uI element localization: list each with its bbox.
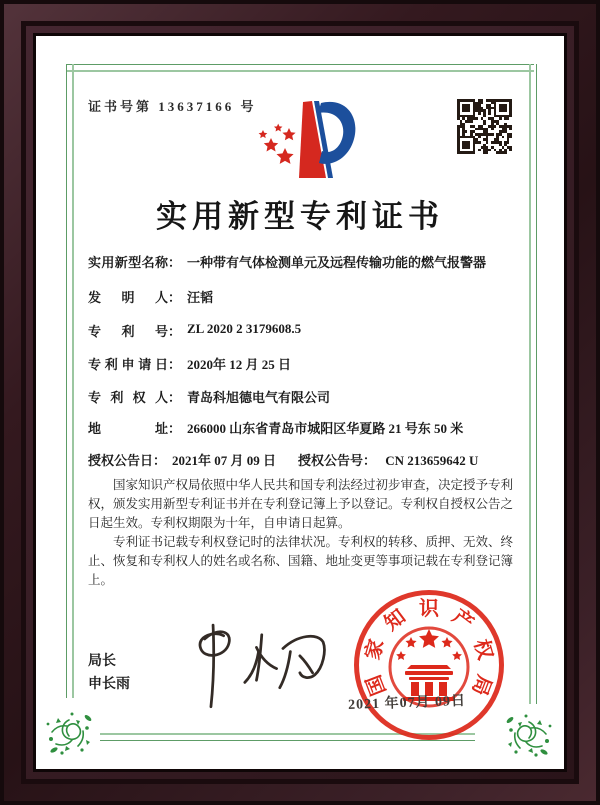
grant-number-label: 授权公告号 <box>298 453 364 468</box>
shen-changyu-signature-icon <box>168 622 328 712</box>
field-row-patent-number: 专利号 ： ZL 2020 2 3179608.5 <box>88 321 518 340</box>
field-row-inventor: 发明人 ： 汪韬 <box>88 287 518 306</box>
field-value: ZL 2020 2 3179608.5 <box>187 321 302 336</box>
border-top-line <box>66 64 534 72</box>
cnipa-logo-icon <box>243 90 359 186</box>
field-label: 实用新型名称 <box>88 255 168 270</box>
field-value: 266000 山东省青岛市城阳区华夏路 21 号东 50 米 <box>187 421 464 436</box>
field-row-name: 实用新型名称 ： 一种带有气体检测单元及远程传输功能的燃气报警器 <box>88 252 518 271</box>
field-row-patentee: 专利权人 ： 青岛科旭德电气有限公司 <box>88 387 518 406</box>
floral-ornament-icon <box>42 706 96 760</box>
border-left-line <box>66 64 74 698</box>
officer-block <box>88 649 130 695</box>
grant-date-label: 授权公告日 <box>88 453 154 468</box>
field-label: 地址 <box>88 421 168 436</box>
field-label: 专利权人 <box>88 390 168 405</box>
field-value: 青岛科旭德电气有限公司 <box>187 390 331 405</box>
legal-paragraph-1: 国家知识产权局依照中华人民共和国专利法经过初步审查，决定授予专利权，颁发实用新型专利证书并在专利登记簿上予以登记。专利权自授权公告之日起生效。专利权期限为十年，自申请日起算。 <box>88 478 514 530</box>
legal-paragraph-2: 专利证书记载专利权登记时的法律状况。专利权的转移、质押、无效、终止、恢复和专利权人的姓名或名称、国籍、地址变更等事项记载在专利登记簿上。 <box>88 535 514 587</box>
certificate-number: 证书号第 13637166 号 <box>88 99 257 114</box>
floral-ornament-icon <box>502 708 556 762</box>
field-value: 汪韬 <box>187 290 214 305</box>
grant-number-value: CN 213659642 U <box>385 453 479 468</box>
officer-title: 局长 <box>88 652 116 668</box>
qr-code-icon <box>457 99 512 154</box>
seal-date: 2021 年07月 09日 <box>347 693 467 713</box>
field-value: 2020年 12 月 25 日 <box>187 357 292 372</box>
grant-date-value: 2021年 07 月 09 日 <box>172 453 277 468</box>
certificate-title: 实用新型专利证书 <box>156 199 444 234</box>
officer-name: 申长雨 <box>88 675 130 691</box>
border-right-line <box>529 64 537 704</box>
field-value: 一种带有气体检测单元及远程传输功能的燃气报警器 <box>187 255 487 270</box>
legal-text <box>88 476 514 590</box>
field-label: 专利号 <box>88 324 168 339</box>
gov-seal: 国 家 知 识 产 权 局 <box>354 590 504 740</box>
field-label: 发明人 <box>88 290 168 305</box>
grant-row: 授权公告日 ： 2021年 07 月 09 日 授权公告号： CN 213659642 U <box>88 450 518 469</box>
field-row-filing-date: 专利申请日 ： 2020年 12 月 25 日 <box>88 354 518 373</box>
field-row-address: 地址 ： 266000 山东省青岛市城阳区华夏路 21 号东 50 米 <box>88 418 518 437</box>
field-label: 专利申请日 <box>88 357 168 372</box>
